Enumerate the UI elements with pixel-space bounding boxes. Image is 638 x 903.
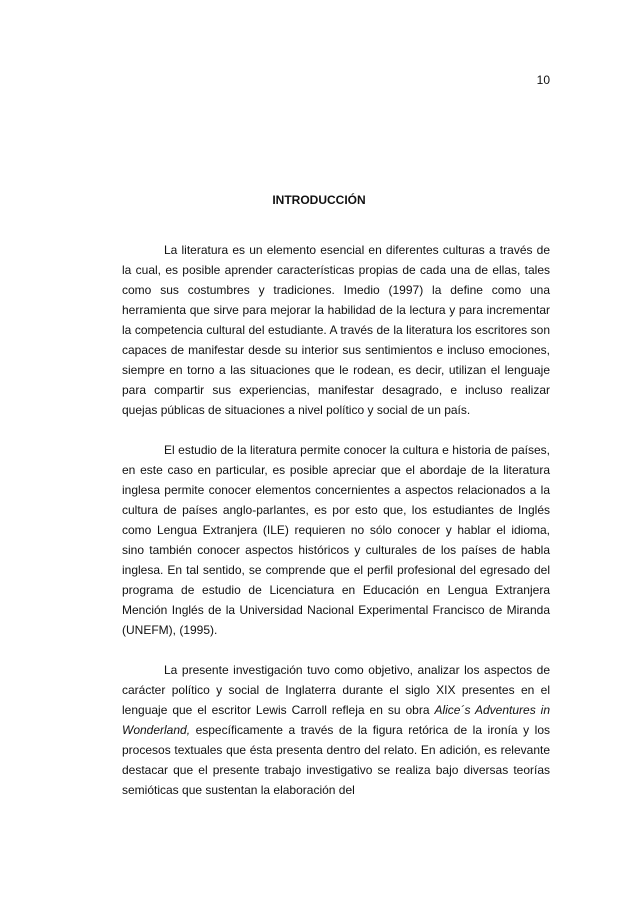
paragraph-3-text-start: La presente investigación tuvo como objetivo, analizar los aspectos de carácter político y social de Inglaterra durante el siglo XIX presentes en el lenguaje que el escritor Lewis Carroll refleja en su obra	[122, 663, 550, 717]
page-number: 10	[536, 73, 550, 87]
section-title: INTRODUCCIÓN	[272, 193, 366, 207]
paragraph-2: El estudio de la literatura permite conocer la cultura e historia de países, en este caso en particular, es posible apreciar que el abordaje de la literatura inglesa permite conocer elementos concernientes a aspectos relacionados a la cultura de países anglo-parlantes, es por esto que, los estudiantes de Inglés como Lengua Extranjera (ILE) requieren no sólo conocer y hablar el idioma, sino también conocer aspectos históricos y culturales de los países de habla inglesa. En tal sentido, se comprende que el perfil profesional del egresado del programa de estudio de Licenciatura en Educación en Lengua Extranjera Mención Inglés de la Universidad Nacional Experimental Francisco de Miranda (UNEFM), (1995).	[122, 443, 550, 637]
paragraph-1: La literatura es un elemento esencial en diferentes culturas a través de la cual, es posible aprender características propias de cada una de ellas, tales como sus costumbres y tradiciones. Imedio (1997) la define como una herramienta que sirve para mejorar la habilidad de la lectura y para incrementar la competencia cultural del estudiante. A través de la literatura los escritores son capaces de manifestar desde su interior sus sentimientos e incluso emociones, siempre en torno a las situaciones que le rodean, es decir, utilizan el lenguaje para compartir sus experiencias, manifestar desagrado, e incluso realizar quejas públicas de situaciones a nivel político y social de un país.	[122, 243, 550, 417]
paragraph-3-text-end: específicamente a través de la figura retórica de la ironía y los procesos textuales que ésta presenta dentro del relato. En adición, es relevante destacar que el presente trabajo investigativo se realiza bajo diversas teorías semióticas que sustentan la elaboración del	[122, 723, 550, 797]
body-text	[122, 240, 550, 800]
paragraph-3	[122, 660, 550, 800]
book-title: Alice´s Adventures in Wonderland,	[122, 703, 551, 737]
